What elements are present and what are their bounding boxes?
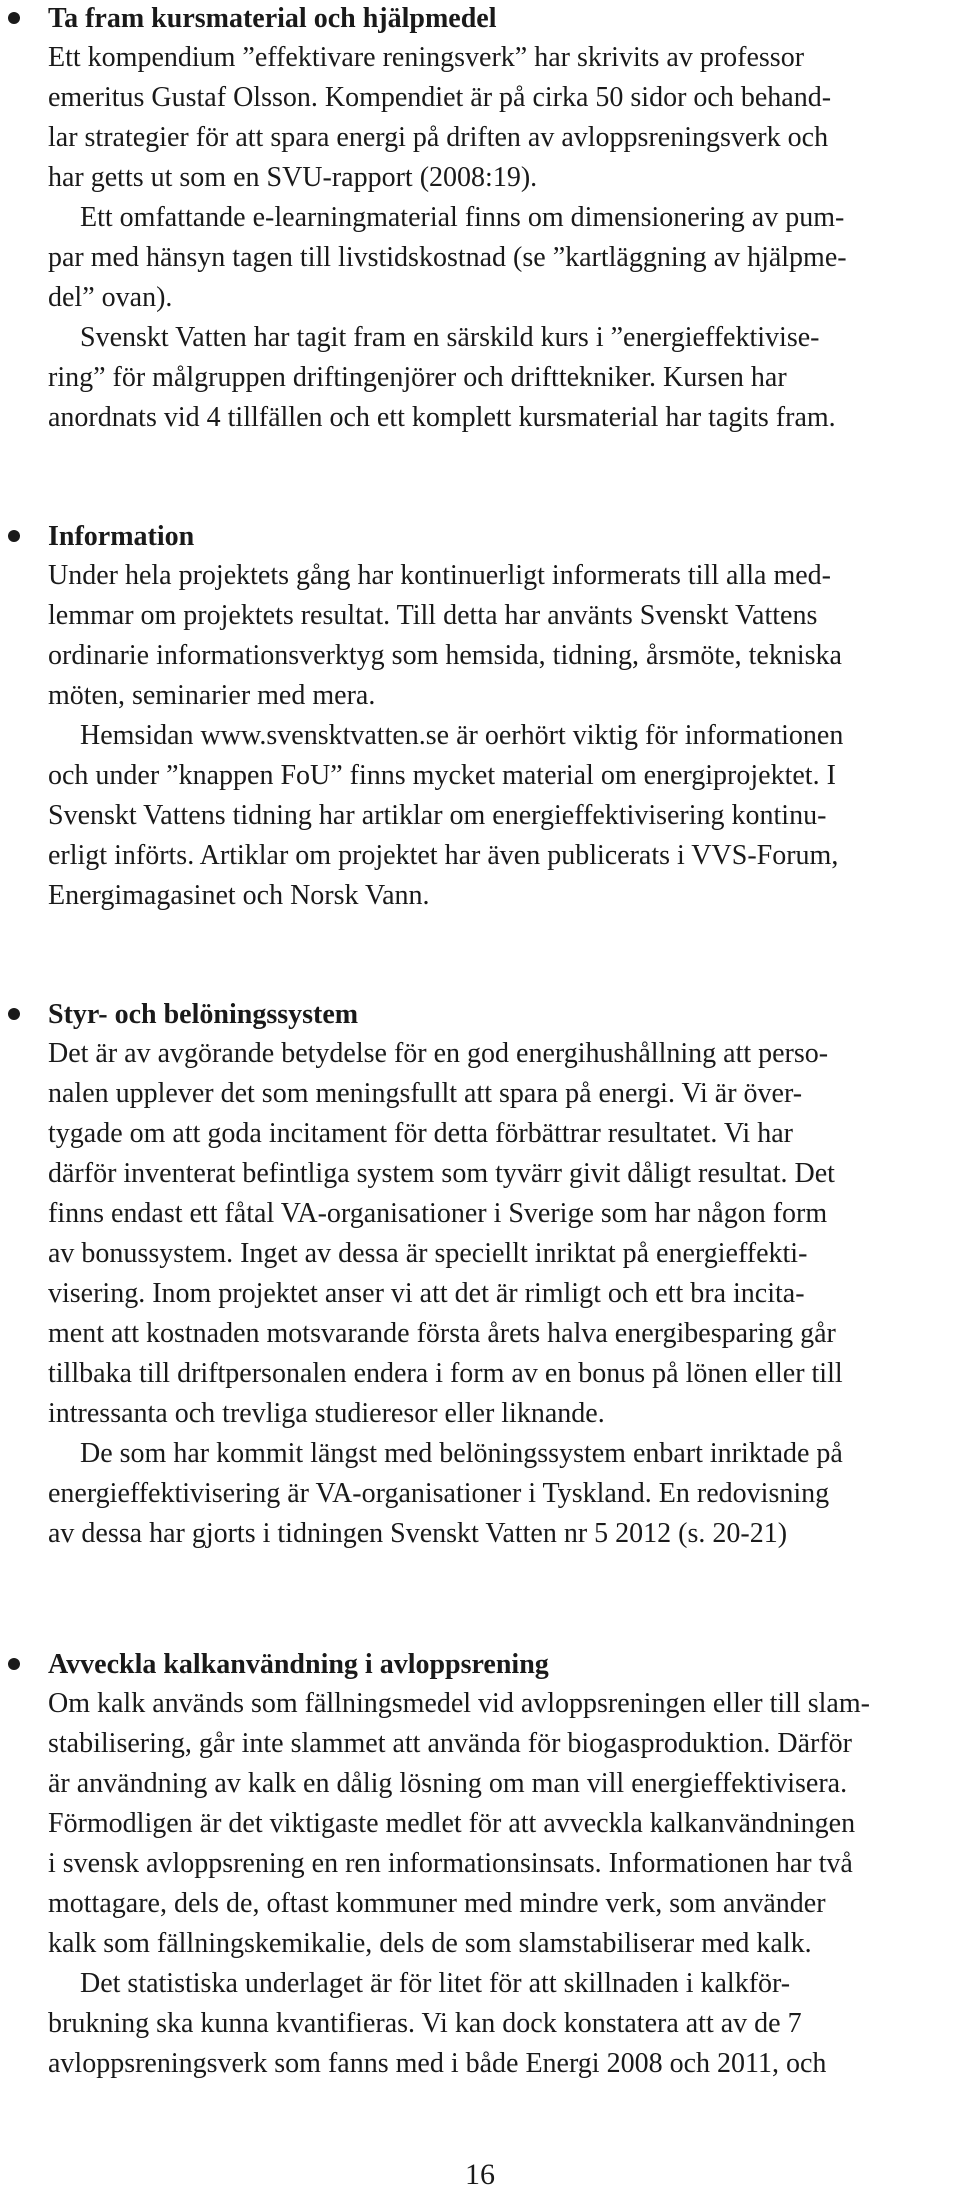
text-line: ment att kostnaden motsvarande första årets halva energibesparing går (48, 1318, 836, 1349)
paragraph (48, 1964, 948, 2084)
text-line: par med hänsyn tagen till livstidskostnad (se ”kartläggning av hjälpme- (48, 242, 847, 273)
text-line: Svenskt Vattens tidning har artiklar om energieffektivisering kontinu- (48, 800, 827, 831)
text-line: brukning ska kunna kvantifieras. Vi kan dock konstatera att av de 7 (48, 2008, 802, 2039)
text-line: Energimagasinet och Norsk Vann. (48, 880, 430, 911)
text-line: lemmar om projektets resultat. Till detta har använts Svenskt Vattens (48, 600, 818, 631)
text-line: mottagare, dels de, oftast kommuner med mindre verk, som använder (48, 1888, 826, 1919)
section-content (48, 518, 948, 916)
text-line: energieffektivisering är VA-organisationer i Tyskland. En redovisning (48, 1478, 830, 1509)
text-line: Hemsidan www.svensktvatten.se är oerhört viktig för informationen (80, 720, 844, 751)
paragraph (48, 1684, 948, 1964)
text-line: tillbaka till driftpersonalen endera i form av en bonus på lönen eller till (48, 1358, 843, 1389)
text-line: lar strategier för att spara energi på driften av avloppsreningsverk och (48, 122, 829, 153)
text-line: Förmodligen är det viktigaste medlet för att avveckla kalkanvändningen (48, 1808, 856, 1839)
text-line: och under ”knappen FoU” finns mycket material om energiprojektet. I (48, 760, 836, 791)
text-line: Det statistiska underlaget är för litet för att skillnaden i kalkför- (80, 1968, 791, 1999)
text-line: De som har kommit längst med belöningssystem enbart inriktade på (80, 1438, 843, 1469)
bullet-icon (8, 530, 20, 542)
text-line: erligt införts. Artiklar om projektet har även publicerats i VVS-Forum, (48, 840, 839, 871)
text-line: därför inventerat befintliga system som tyvärr givit dåligt resultat. Det (48, 1158, 835, 1189)
paragraph (48, 198, 948, 318)
text-line: Ett omfattande e-learningmaterial finns om dimensionering av pum- (80, 202, 845, 233)
text-line: visering. Inom projektet anser vi att det är rimligt och ett bra incita- (48, 1278, 805, 1309)
section-heading: Ta fram kursmaterial och hjälpmedel (48, 3, 497, 34)
text-line: Det är av avgörande betydelse för en god energihushållning att perso- (48, 1038, 829, 1069)
text-line: Under hela projektets gång har kontinuerligt informerats till alla med- (48, 560, 831, 591)
text-line: Svenskt Vatten har tagit fram en särskild kurs i ”energieffektivise- (80, 322, 820, 353)
bullet-icon (8, 1658, 20, 1670)
text-line: ring” för målgruppen driftingenjörer och drifttekniker. Kursen har (48, 362, 787, 393)
text-line: ordinarie informationsverktyg som hemsida, tidning, årsmöte, tekniska (48, 640, 842, 671)
paragraph (48, 716, 948, 916)
bullet-icon (8, 1008, 20, 1020)
text-line: är användning av kalk en dålig lösning om man vill energieffektivisera. (48, 1768, 848, 1799)
section-heading: Avveckla kalkanvändning i avloppsrening (48, 1649, 549, 1680)
text-line: möten, seminarier med mera. (48, 680, 376, 711)
text-line: avloppsreningsverk som fanns med i både Energi 2008 och 2011, och (48, 2048, 827, 2079)
section-heading: Information (48, 521, 195, 552)
text-line: anordnats vid 4 tillfällen och ett komplett kursmaterial har tagits fram. (48, 402, 836, 433)
text-line: har getts ut som en SVU-rapport (2008:19). (48, 162, 538, 193)
text-line: av bonussystem. Inget av dessa är speciellt inriktat på energieffekti- (48, 1238, 808, 1269)
paragraph (48, 38, 948, 198)
text-line: del” ovan). (48, 282, 173, 313)
section-content (48, 0, 948, 438)
text-line: intressanta och trevliga studieresor eller liknande. (48, 1398, 605, 1429)
text-line: Ett kompendium ”effektivare reningsverk” har skrivits av professor (48, 42, 805, 73)
text-line: tygade om att goda incitament för detta förbättrar resultatet. Vi har (48, 1118, 793, 1149)
section-heading: Styr- och belöningssystem (48, 999, 359, 1030)
text-line: nalen upplever det som meningsfullt att spara på energi. Vi är över- (48, 1078, 803, 1109)
bullet-icon (8, 12, 20, 24)
text-line: kalk som fällningskemikalie, dels de som slamstabiliserar med kalk. (48, 1928, 812, 1959)
section-content (48, 996, 948, 1554)
paragraph (48, 1434, 948, 1554)
text-line: emeritus Gustaf Olsson. Kompendiet är på cirka 50 sidor och behand- (48, 82, 832, 113)
page-number: 16 (465, 2158, 495, 2191)
paragraph (48, 556, 948, 716)
text-line: i svensk avloppsrening en ren informationsinsats. Informationen har två (48, 1848, 853, 1879)
paragraph (48, 318, 948, 438)
text-line: finns endast ett fåtal VA-organisationer i Sverige som har någon form (48, 1198, 828, 1229)
section-content (48, 1646, 948, 2084)
text-line: stabilisering, går inte slammet att använda för biogasproduktion. Därför (48, 1728, 853, 1759)
paragraph (48, 1034, 948, 1434)
text-line: av dessa har gjorts i tidningen Svenskt Vatten nr 5 2012 (s. 20-21) (48, 1518, 788, 1549)
text-line: Om kalk används som fällningsmedel vid avloppsreningen eller till slam- (48, 1688, 870, 1719)
